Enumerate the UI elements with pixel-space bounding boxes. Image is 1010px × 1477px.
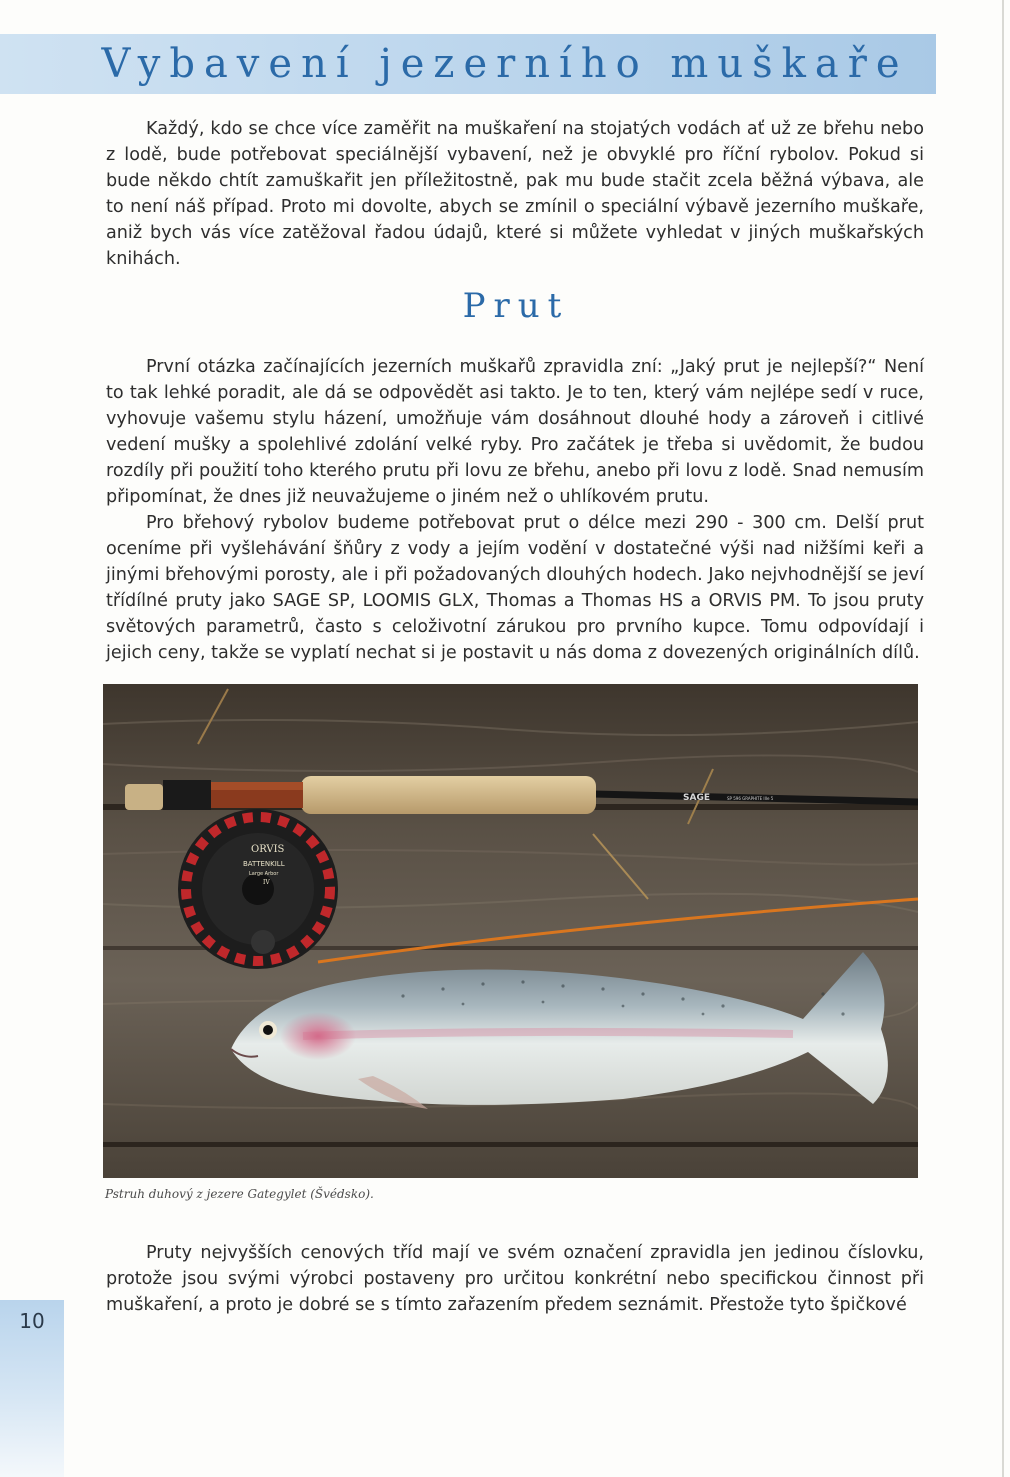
page-edge xyxy=(1002,0,1004,1477)
body-paragraph-1: První otázka začínajících jezerních muškařů zpravidla zní: „Jaký prut je nejlepší?“ Není to tak lehké poradit, ale dá se odpovědět asi takto. Je to ten, který vám nejlépe sedí v ruce, vyhovuje vašemu stylu házení, umožňuje vám dosáhnout dlouhé hody a zároveň i citlivé vedení mušky a spolehlivé zdolání velké ryby. Pro začátek je třeba si uvědomit, že budou rozdíly při použití toho kterého prutu při lovu ze břehu, anebo při lovu z lodě. Snad nemusím připomínat, že dnes již neuvažujeme o jiném než o uhlíkovém prutu. xyxy=(106,357,924,507)
reel-sub-label: Large Arbor xyxy=(249,871,279,877)
page-title: Vybavení jezerního muškaře xyxy=(101,41,909,87)
reel-brand-label: ORVIS xyxy=(251,844,285,855)
body-paragraph-2: Pro břehový rybolov budeme potřebovat prut o délce mezi 290 - 300 cm. Delší prut oceníme při vyšlehávání šňůry z vody a jejím vodění v dostatečné výši nad nižšími keři a jinými břehovými porosty, ale i při požadovaných dlouhých hodech. Jako nejvhodnější se jeví třídílné pruty jako SAGE SP, LOOMIS GLX, Thomas a Thomas HS a ORVIS PM. To jsou pruty světových parametrů, často s celoživotní zárukou pro prvního kupce. Tomu odpovídají i jejich ceny, takže se vyplatí nechat si je postavit u nás doma z dovezených originálních dílů. xyxy=(106,513,924,663)
rod-model-label: SP 596 GRAPHITE IIIe 5 xyxy=(727,796,774,801)
page-number: 10 xyxy=(19,1309,45,1333)
photo-caption: Pstruh duhový z jezere Gategylet (Švédsko). xyxy=(105,1187,374,1201)
reel-model-label: BATTENKILL xyxy=(243,860,285,868)
trout-photo xyxy=(103,684,918,1178)
section-title: Prut xyxy=(462,286,570,326)
intro-paragraph: Každý, kdo se chce více zaměřit na muškaření na stojatých vodách ať už ze břehu nebo z lodě, bude potřebovat speciálnější vybavení, než je obvyklé pro říční rybolov. Pokud si bude někdo chtít zamuškařit jen příležitostně, pak mu bude stačit zcela běžná výbava, ale to není náš případ. Proto mi dovolte, abych se zmínil o speciální výbavě jezerního muškaře, aniž bych vás více zatěžoval řadou údajů, které si můžete vyhledat v jiných muškařských knihách. xyxy=(106,119,924,269)
rod-brand-label: SAGE xyxy=(683,793,710,803)
reel-size-label: IV xyxy=(263,879,270,886)
closing-paragraph: Pruty nejvyšších cenových tříd mají ve svém označení zpravidla jen jedinou číslovku, protože jsou svými výrobci postaveny pro určitou konkrétní nebo specifickou činnost při muškaření, a proto je dobré se s tímto zařazením předem seznámit. Přestože tyto špičkové xyxy=(106,1243,924,1315)
